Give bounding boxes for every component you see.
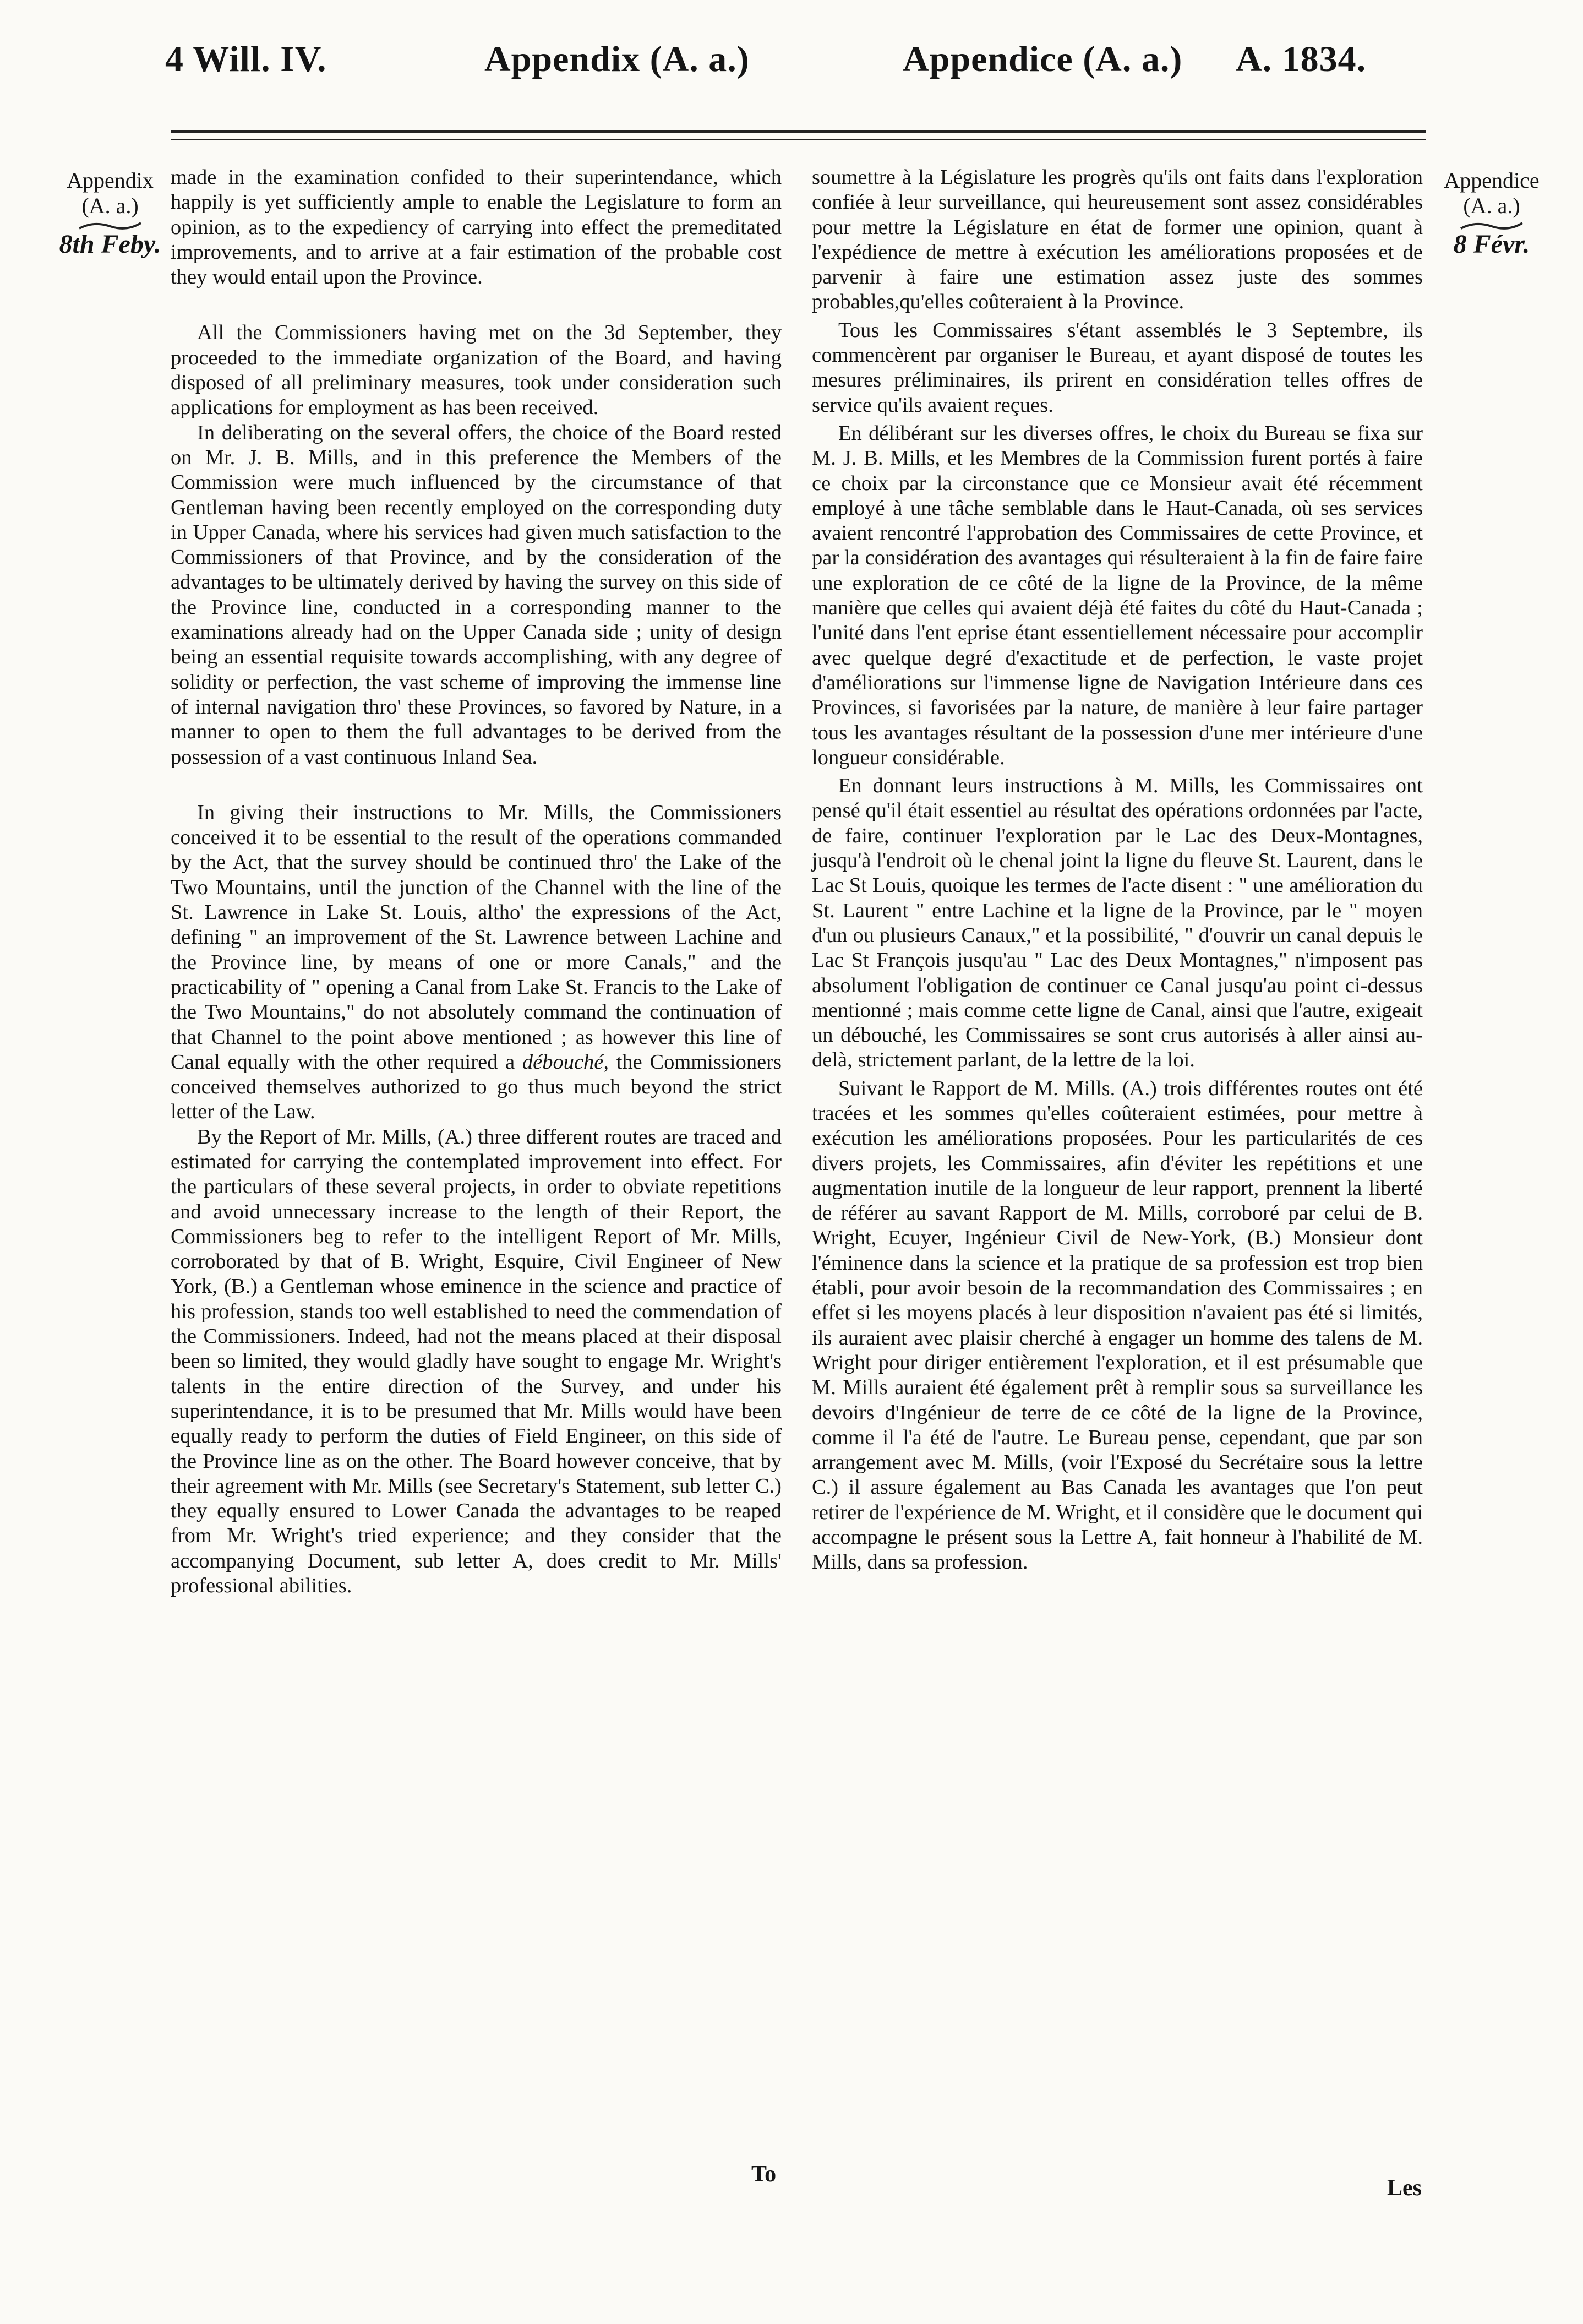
margin-note-right	[1431, 168, 1552, 257]
french-paragraph: En donnant leurs instructions à M. Mills, les Commissaires ont pensé qu'il était essentiel au résultat des opérations ordonnées par l'acte, de faire, continuer l'exploration par le Lac des Deux-Montagnes, jusqu'à l'endroit où le chenal joint la ligne du fleuve St. Laurent, dans le Lac St Louis, quoique les termes de l'acte disent : " une amélioration du St. Laurent " entre Lachine et la ligne de la Province, par le " moyen d'un ou plusieurs Canaux," et la possibilité, " d'ouvrir un canal depuis le Lac St François jusqu'au " Lac des Deux Montagnes," n'imposent pas absolument l'obligation de continuer ce Canal jusqu'au point ci-dessus mentionné ; mais comme cette ligne de Canal, ainsi que l'autre, exigeait un débouché, les Commissaires se sont crus autorisés à aller ainsi au-delà, strictement parlant, de la lettre de la loi.	[812, 774, 1423, 1072]
french-paragraph: soumettre à la Législature les progrès qu'ils ont faits dans l'exploration confiée à leur surveillance, qui heureusement sont assez considérables pour mettre la Législature en état de former une opinion, quant à l'expédience de mettre à exécution les améliorations proposées et de parvenir à faire une estimation assez juste des sommes probables,qu'elles coûteraient à la Province.	[812, 166, 1423, 314]
margin-appendix-label: Appendix	[67, 168, 154, 193]
catchword-left: To	[751, 2162, 777, 2187]
english-column	[171, 165, 782, 1598]
english-text: the Commissioners conceived themselves authorized to go thus much beyond the strict letter of the Law.	[171, 1050, 782, 1124]
french-paragraph: En délibérant sur les diverses offres, le choix du Bureau se fixa sur M. J. B. Mills, et les Membres de la Commission furent portés à faire ce choix par la circonstance que ce Monsieur avait été récemment employé à une tâche semblable dans le Haut-Canada, où ses services avaient rencontré l'approbation des Commissaires de cette Province, et par la considération des avantages qui résulteraient à la fin de faire faire une exploration de ce côté de la ligne de la Province, de la même manière que celles qui avaient déjà été faites du côté du Haut-Canada ; l'unité dans l'ent eprise étant essentiellement nécessaire pour accomplir avec quelque degré d'exactitude et de perfection, le vaste projet d'améliorations sur l'immense ligne de Navigation Intérieure dans ces Provinces, si favorisées par la nature, de manière à leur faire partager tous les avantages résultant de la possession d'une mer intérieure d'une longueur considérable.	[812, 421, 1423, 769]
margin-note-left	[55, 168, 165, 257]
header-year: A. 1834.	[1236, 39, 1367, 79]
margin-date: 8th Feby.	[59, 230, 161, 259]
english-paragraph: made in the examination confided to their superintendance, which happily is yet sufficiently ample to enable the Legislature to form an opinion, as to the expediency of carrying into effect the premeditated improvements, and to arrive at a fair estimation of the probable cost they would entail upon the Province.	[171, 166, 782, 289]
french-column	[812, 165, 1423, 1579]
header-appendix-en: Appendix (A. a.)	[484, 39, 750, 79]
margin-date: 8 Févr.	[1453, 230, 1530, 259]
english-paragraph: In deliberating on the several offers, the choice of the Board rested on Mr. J. B. Mills, and in this preference the Members of the Commission were much influenced by the circumstance of that Gentleman having been recently employed on the corresponding duty in Upper Canada, where his services had given much satisfaction to the Commissioners of that Province, and by the consideration of the advantages to be ultimately derived by having the survey on this side of the Province line, conducted in a corresponding manner to the examinations already had on the Upper Canada side ; unity of design being an essential requisite towards accomplishing, with any degree of solidity or perfection, the vast scheme of improving the immense line of internal navigation thro' these Provinces, so favored by Nature, in a manner to open to them the full advantages to be derived from the possession of a vast continuous Inland Sea.	[171, 421, 782, 769]
catchword-right: Les	[1387, 2175, 1422, 2201]
margin-appendix-code: (A. a.)	[1463, 193, 1520, 218]
header-regnal-year: 4 Will. IV.	[165, 39, 327, 79]
page-header	[0, 33, 1583, 99]
french-paragraph: Tous les Commissaires s'étant assemblés le 3 Septembre, ils commencèrent par organiser le Bureau, et ayant disposé de toutes les mesures préliminaires, ils prirent en considération telles offres de service qu'ils avaient reçues.	[812, 318, 1423, 417]
header-thin-rule	[171, 139, 1426, 140]
english-paragraph: All the Commissioners having met on the 3d September, they proceeded to the immediate organization of the Board, and having disposed of all preliminary measures, took under consideration such applications for employment as has been received.	[171, 321, 782, 420]
english-paragraph	[171, 801, 782, 1125]
header-appendix-fr: Appendice (A. a.)	[903, 39, 1183, 79]
english-italic-term: débouché,	[522, 1050, 609, 1074]
french-paragraph: Suivant le Rapport de M. Mills. (A.) trois différentes routes ont été tracées et les sommes qu'elles coûteraient estimées, pour mettre à exécution les améliorations proposées. Pour les particularités de ces divers projets, les Commissaires, afin d'éviter les repétitions et une augmentation inutile de la longueur de leur rapport, prennent la liberté de référer au savant Rapport de M. Mills, corroboré par celui de B. Wright, Ecuyer, Ingénieur Civil de New-York, (B.) Monsieur dont l'éminence dans la science et la pratique de sa profession est trop bien établi, pour avoir besoin de la recommandation des Commissaires ; en effet si les moyens placés à leur disposition n'avaient pas été si limités, ils auraient avec plaisir cherché à engager un homme des talens de M. Wright pour diriger entièrement l'exploration, et il est présumable que M. Mills auraient été également prêt à remplir sous sa surveillance les devoirs d'Ingénieur de terre de ce côté de la ligne de la Province, comme il l'a été de l'autre. Le Bureau pense, cependant, que par son arrangement avec M. Mills, (voir l'Exposé du Secrétaire sous la lettre C.) il assure également au Bas Canada les avantages que l'on peut retirer de l'expérience de M. Wright, et il considère que le document qui accompagne le présent sous la Lettre A, fait honneur à l'habilité de M. Mills, dans sa profession.	[812, 1076, 1423, 1574]
margin-appendix-label: Appendice	[1444, 168, 1540, 193]
english-text: In giving their instructions to Mr. Mills, the Commissioners conceived it to be essential to the result of the operations commanded by the Act, that the survey should be continued thro' the Lake of the Two Mountains, until the junction of the Channel with the line of the St. Lawrence in Lake St. Louis, altho' the expressions of the Act, defining " an improvement of the St. Lawrence between Lachine and the Province line, by means of one or more Canals," and the practicability of " opening a Canal from Lake St. Francis to the Lake of the Two Mountains," do not absolutely command the continuation of that Channel to the point above mentioned ; as however this line of Canal equally with the other required a	[171, 801, 782, 1074]
english-paragraph: By the Report of Mr. Mills, (A.) three different routes are traced and estimated for carrying the contemplated improvement into effect. For the particulars of these several projects, in order to obviate repetitions and avoid unnecessary increase to the length of their Report, the Commissioners beg to refer to the intelligent Report of Mr. Mills, corroborated by that of B. Wright, Esquire, Civil Engineer of New York, (B.) a Gentleman whose eminence in the science and practice of his profession, stands too well established to need the commendation of the Commissioners. Indeed, had not the means placed at their disposal been so limited, they would gladly have sought to engage Mr. Wright's talents in the entire direction of the Survey, and under his superintendance, it is to be presumed that Mr. Mills would have been equally ready to perform the duties of Field Engineer, on this side of the Province line as on the other. The Board however conceive, that by their agreement with Mr. Mills (see Secretary's Statement, sub letter C.) they equally ensured to Lower Canada the advantages to be reaped from Mr. Wright's tried experience; and they consider that the accompanying Document, sub letter A, does credit to Mr. Mills' professional abilities.	[171, 1125, 782, 1598]
margin-appendix-code: (A. a.)	[81, 193, 139, 218]
header-thick-rule	[171, 130, 1426, 133]
